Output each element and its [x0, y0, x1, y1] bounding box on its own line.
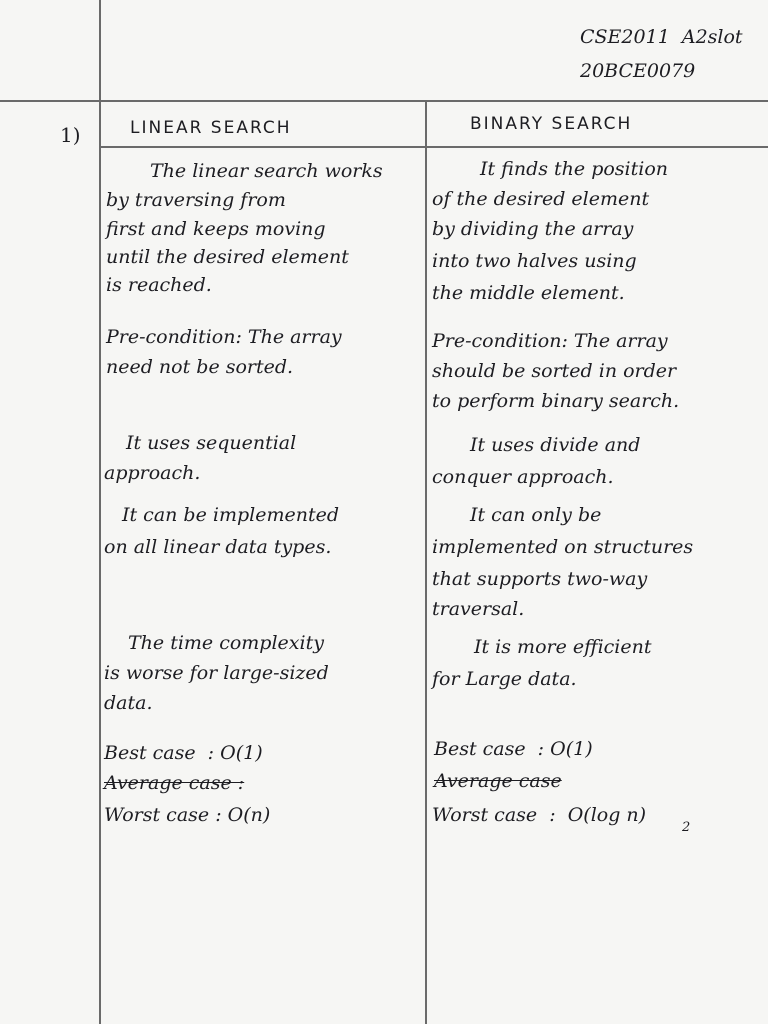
table-heading-rule — [99, 146, 768, 148]
course-code: CSE2011 A2slot — [580, 26, 743, 48]
question-number: 1) — [60, 123, 81, 147]
binary-precondition-line: to perform binary search. — [432, 390, 680, 412]
margin-line — [99, 0, 101, 1024]
binary-complexity-line: It is more efficient — [474, 636, 652, 658]
binary-implementation-line: It can only be — [470, 504, 602, 526]
linear-complexity-line: is worse for large-sized — [104, 662, 329, 684]
linear-approach-line: It uses sequential — [126, 432, 297, 454]
linear-average-case-struck: Average case : — [104, 772, 245, 794]
linear-worst-case: Worst case : O(n) — [104, 804, 271, 826]
registration-number: 20BCE0079 — [580, 60, 696, 82]
binary-working-line: of the desired element — [432, 188, 650, 210]
binary-implementation-line: traversal. — [432, 598, 525, 620]
binary-implementation-line: that supports two-way — [432, 568, 648, 590]
linear-working-line: first and keeps moving — [106, 218, 326, 240]
binary-approach-line: It uses divide and — [470, 434, 641, 456]
binary-working-line: the middle element. — [432, 282, 625, 304]
binary-search-heading: BINARY SEARCH — [470, 114, 633, 134]
binary-working-line: into two halves using — [432, 250, 637, 272]
linear-search-heading: LINEAR SEARCH — [130, 118, 292, 138]
binary-working-line: by dividing the array — [432, 218, 634, 240]
binary-worst-case: Worst case : O(log n) — [432, 804, 647, 826]
linear-best-case: Best case : O(1) — [104, 742, 263, 764]
binary-approach-line: conquer approach. — [432, 466, 614, 488]
linear-working-line: until the desired element — [106, 246, 349, 268]
linear-complexity-line: The time complexity — [128, 632, 324, 654]
binary-precondition-line: should be sorted in order — [432, 360, 677, 382]
linear-working-line: The linear search works — [150, 160, 383, 182]
linear-precondition-line: Pre-condition: The array — [106, 326, 342, 348]
binary-best-case: Best case : O(1) — [434, 738, 593, 760]
binary-working-line: It finds the position — [480, 158, 669, 180]
binary-precondition-line: Pre-condition: The array — [432, 330, 668, 352]
linear-approach-line: approach. — [104, 462, 201, 484]
linear-working-line: by traversing from — [106, 189, 286, 211]
linear-complexity-line: data. — [104, 692, 153, 714]
linear-precondition-line: need not be sorted. — [106, 356, 294, 378]
linear-implementation-line: on all linear data types. — [104, 536, 332, 558]
binary-complexity-line: for Large data. — [432, 668, 577, 690]
log-base-subscript: 2 — [682, 820, 691, 835]
column-divider — [425, 100, 427, 1024]
binary-implementation-line: implemented on structures — [432, 536, 694, 558]
linear-implementation-line: It can be implemented — [122, 504, 339, 526]
binary-average-case-struck: Average case — [434, 770, 562, 792]
header-rule — [0, 100, 768, 102]
linear-working-line: is reached. — [106, 274, 212, 296]
